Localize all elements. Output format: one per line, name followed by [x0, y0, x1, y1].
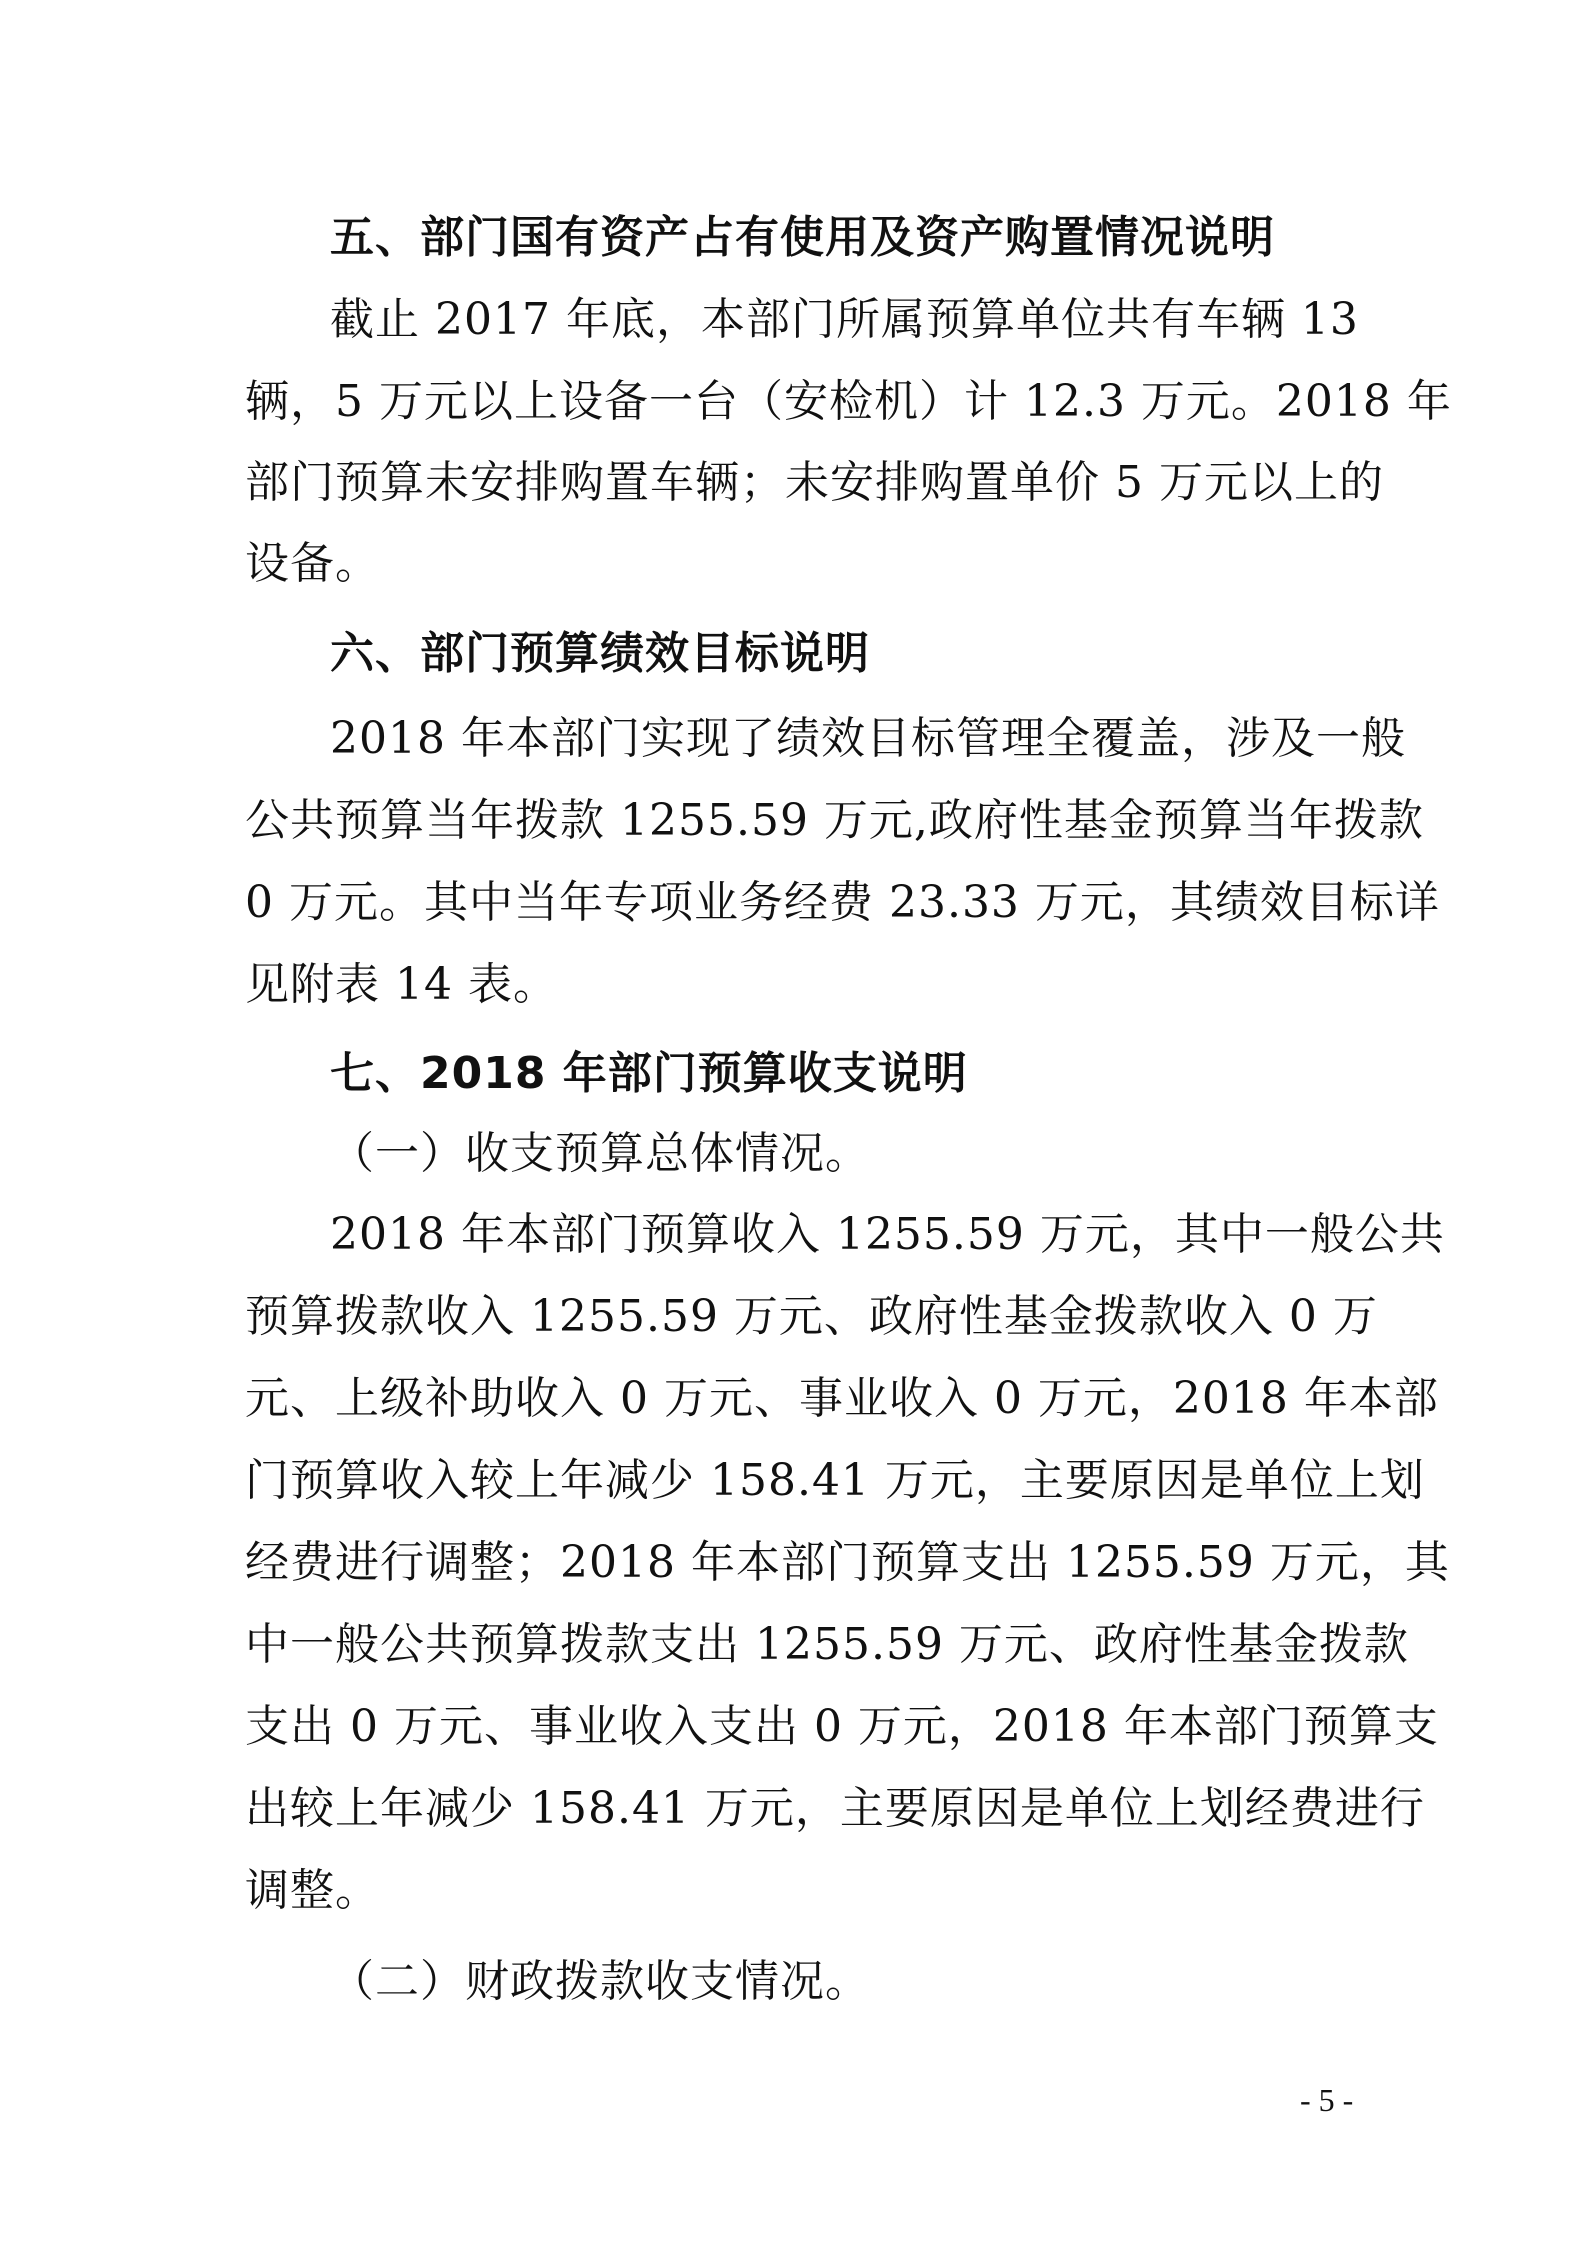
- paragraph-line: 见附表 14 表。: [245, 959, 558, 1010]
- paragraph-line: 截止 2017 年底，本部门所属预算单位共有车辆 13: [330, 294, 1359, 345]
- paragraph-line: 设备。: [245, 538, 380, 589]
- subsection-heading-1: （一）收支预算总体情况。: [330, 1128, 870, 1179]
- paragraph-line: 元、上级补助收入 0 万元、事业收入 0 万元，2018 年本部: [245, 1373, 1439, 1424]
- paragraph-line: 调整。: [245, 1865, 380, 1916]
- page-number: - 5 -: [1300, 2082, 1354, 2118]
- paragraph-line: 2018 年本部门预算收入 1255.59 万元，其中一般公共: [330, 1209, 1445, 1260]
- paragraph-line: 0 万元。其中当年专项业务经费 23.33 万元，其绩效目标详: [245, 877, 1440, 928]
- paragraph-line: 经费进行调整；2018 年本部门预算支出 1255.59 万元，其: [245, 1537, 1450, 1588]
- paragraph-line: 2018 年本部门实现了绩效目标管理全覆盖，涉及一般: [330, 713, 1406, 764]
- section-heading-6: 六、部门预算绩效目标说明: [330, 628, 870, 679]
- paragraph-line: 出较上年减少 158.41 万元，主要原因是单位上划经费进行: [245, 1783, 1425, 1834]
- subsection-heading-2: （二）财政拨款收支情况。: [330, 1956, 870, 2007]
- paragraph-line: 中一般公共预算拨款支出 1255.59 万元、政府性基金拨款: [245, 1619, 1409, 1670]
- paragraph-line: 门预算收入较上年减少 158.41 万元，主要原因是单位上划: [245, 1455, 1425, 1506]
- paragraph-line: 预算拨款收入 1255.59 万元、政府性基金拨款收入 0 万: [245, 1291, 1378, 1342]
- paragraph-line: 辆，5 万元以上设备一台（安检机）计 12.3 万元。2018 年: [245, 376, 1452, 427]
- paragraph-line: 公共预算当年拨款 1255.59 万元,政府性基金预算当年拨款: [245, 795, 1424, 846]
- section-heading-5: 五、部门国有资产占有使用及资产购置情况说明: [330, 212, 1275, 263]
- paragraph-line: 支出 0 万元、事业收入支出 0 万元，2018 年本部门预算支: [245, 1701, 1439, 1752]
- paragraph-line: 部门预算未安排购置车辆；未安排购置单价 5 万元以上的: [245, 457, 1384, 508]
- section-heading-7: 七、2018 年部门预算收支说明: [330, 1048, 968, 1099]
